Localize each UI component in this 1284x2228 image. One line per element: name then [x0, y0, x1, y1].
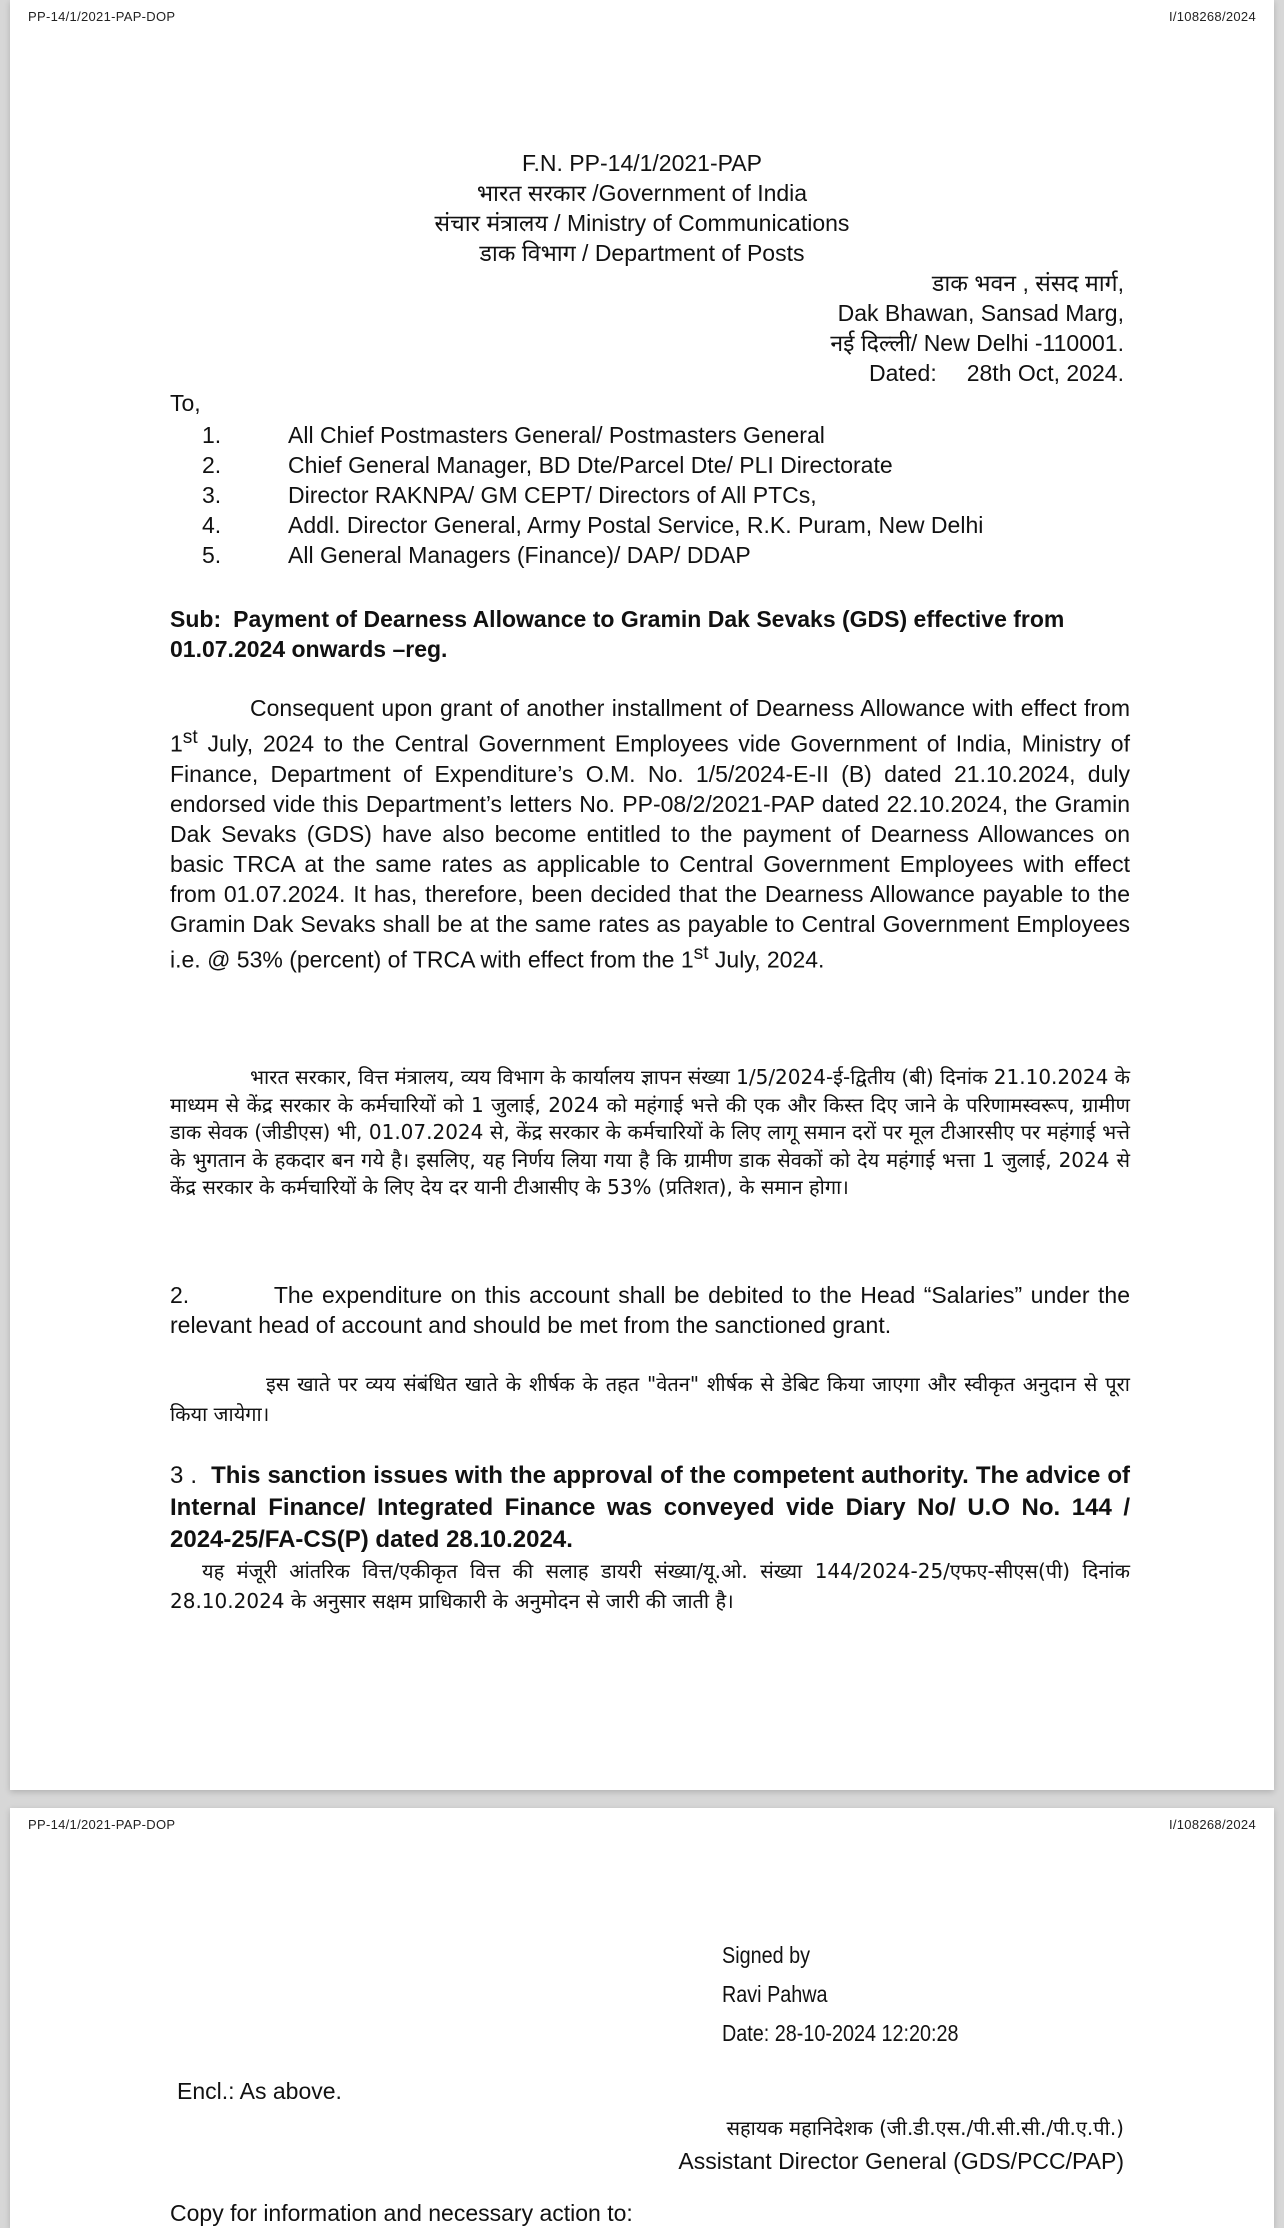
- file-reference-header: PP-14/1/2021-PAP-DOP: [28, 9, 176, 24]
- subject-line: [170, 604, 1130, 664]
- ministry-name: संचार मंत्रालय / Ministry of Communications: [434, 210, 850, 236]
- paragraph-1-hindi: भारत सरकार, वित्त मंत्रालय, व्यय विभाग के कार्यालय ज्ञापन संख्या 1/5/2024-ई-द्वितीय (बी) दिनांक 21.10.2024 के माध्यम से केंद्र सरकार के कर्मचारियों को 1 जुलाई, 2024 को महंगाई भत्ते की एक और किस्त दिए जाने के परिणामस्वरूप, ग्रामीण डाक सेवक (जीडीएस) भी, 01.07.2024 से, केंद्र सरकार के कर्मचारियों के लिए लागू समान दरों पर मूल टीआरसीए पर महंगाई भत्ते के भुगतान के हकदार बन गये है। इसलिए, यह निर्णय लिया गया है कि ग्रामीण डाक सेवकों को देय महंगाई भत्ता 1 जुलाई, 2024 से केंद्र सरकार के कर्मचारियों के लिए देय दर यानी टीआसीए के 53% (प्रतिशत), के समान होगा।: [170, 1065, 1131, 1199]
- signer-name: Ravi Pahwa: [722, 1981, 828, 2007]
- date-label: Dated:: [868, 360, 937, 386]
- list-item: 4. Addl. Director General, Army Postal Service, R.K. Puram, New Delhi: [202, 512, 984, 538]
- address-block: [830, 268, 1124, 388]
- enclosure-note: Encl.: As above.: [177, 2078, 342, 2104]
- department-name: डाक विभाग / Department of Posts: [479, 240, 805, 266]
- receipt-number-header: I/108268/2024: [1168, 9, 1256, 24]
- list-item: 2. Chief General Manager, BD Dte/Parcel Dte/ PLI Directorate: [202, 452, 893, 478]
- address-english: Dak Bhawan, Sansad Marg,: [837, 300, 1124, 326]
- subject-label: Sub:: [170, 606, 222, 632]
- paragraph-3-hindi: यह मंजूरी आंतरिक वित्त/एकीकृत वित्त की सलाह डायरी संख्या/यू.ओ. संख्या 144/2024-25/एफए-सीएस(पी) दिनांक 28.10.2024 के अनुसार सक्षम प्राधिकारी के अनुमोदन से जारी की जाती है।: [170, 1559, 1130, 1613]
- list-item: 5. All General Managers (Finance)/ DAP/ DDAP: [202, 542, 751, 568]
- copy-to-line: Copy for information and necessary action to:: [170, 2200, 633, 2226]
- designation-hindi: सहायक महानिदेशक (जी.डी.एस./पी.सी.सी./पी.ए.पी.): [726, 2116, 1124, 2140]
- file-number: F.N. PP-14/1/2021-PAP: [522, 150, 762, 176]
- signature-date: Date: 28-10-2024 12:20:28: [722, 2020, 959, 2046]
- designation-english: Assistant Director General (GDS/PCC/PAP): [678, 2148, 1124, 2174]
- address-hindi: डाक भवन , संसद मार्ग,: [932, 270, 1124, 296]
- document-page-2: [10, 1808, 1274, 2228]
- signed-by-label: Signed by: [722, 1942, 810, 1968]
- digital-signature-block: [722, 1936, 958, 2053]
- file-reference-header: PP-14/1/2021-PAP-DOP: [28, 1817, 176, 1832]
- subject-text: Payment of Dearness Allowance to Gramin Dak Sevaks (GDS) effective from 01.07.2024 onwards –reg.: [170, 606, 1065, 662]
- recipient-list: [170, 420, 1150, 570]
- receipt-number-header: I/108268/2024: [1168, 1817, 1256, 1832]
- government-name: भारत सरकार /Government of India: [476, 180, 808, 206]
- paragraph-3-text: This sanction issues with the approval of the competent authority. The advice of Internal Finance/ Integrated Finance was conveyed vide Diary No/ U.O No. 144 / 2024-25/FA-CS(P) dated 28.10.2024.: [170, 1462, 1131, 1553]
- paragraph-3-number: 3 .: [170, 1462, 198, 1489]
- date-value: 28th Oct, 2024.: [966, 360, 1124, 386]
- address-city: नई दिल्ली/ New Delhi -110001.: [830, 330, 1124, 356]
- paragraph-1: Consequent upon grant of another installment of Dearness Allowance with effect from 1st July, 2024 to the Central Government Employees vide Government of India, Ministry of Finance, Department of Expenditure’s O.M. No. 1/5/2024-E-II (B) dated 21.10.2024, duly endorsed vide this Department’s letters No. PP-08/2/2021-PAP dated 22.10.2024, the Gramin Dak Sevaks (GDS) have also become entitled to the payment of Dearness Allowances on basic TRCA at the same rates as applicable to Central Government Employees with effect from 01.07.2024. It has, therefore, been decided that the Dearness Allowance payable to the Gramin Dak Sevaks shall be at the same rates as payable to Central Government Employees i.e. @ 53% (percent) of TRCA with effect from the 1st July, 2024.: [170, 695, 1130, 973]
- document-page-1: [10, 0, 1274, 1790]
- letterhead: [10, 148, 1274, 268]
- paragraph-3: [170, 1460, 1130, 1556]
- to-label: To,: [170, 390, 201, 416]
- paragraph-2: 2. The expenditure on this account shall be debited to the Head “Salaries” under the relevant head of account and should be met from the sanctioned grant.: [170, 1282, 1137, 1338]
- paragraph-2-hindi: इस खाते पर व्यय संबंधित खाते के शीर्षक के तहत "वेतन" शीर्षक से डेबिट किया जाएगा और स्वीकृत अनुदान से पूरा किया जायेगा।: [170, 1372, 1130, 1426]
- date-line: [830, 358, 1124, 388]
- list-item: 3. Director RAKNPA/ GM CEPT/ Directors of All PTCs,: [202, 482, 817, 508]
- list-item: 1. All Chief Postmasters General/ Postmasters General: [202, 422, 825, 448]
